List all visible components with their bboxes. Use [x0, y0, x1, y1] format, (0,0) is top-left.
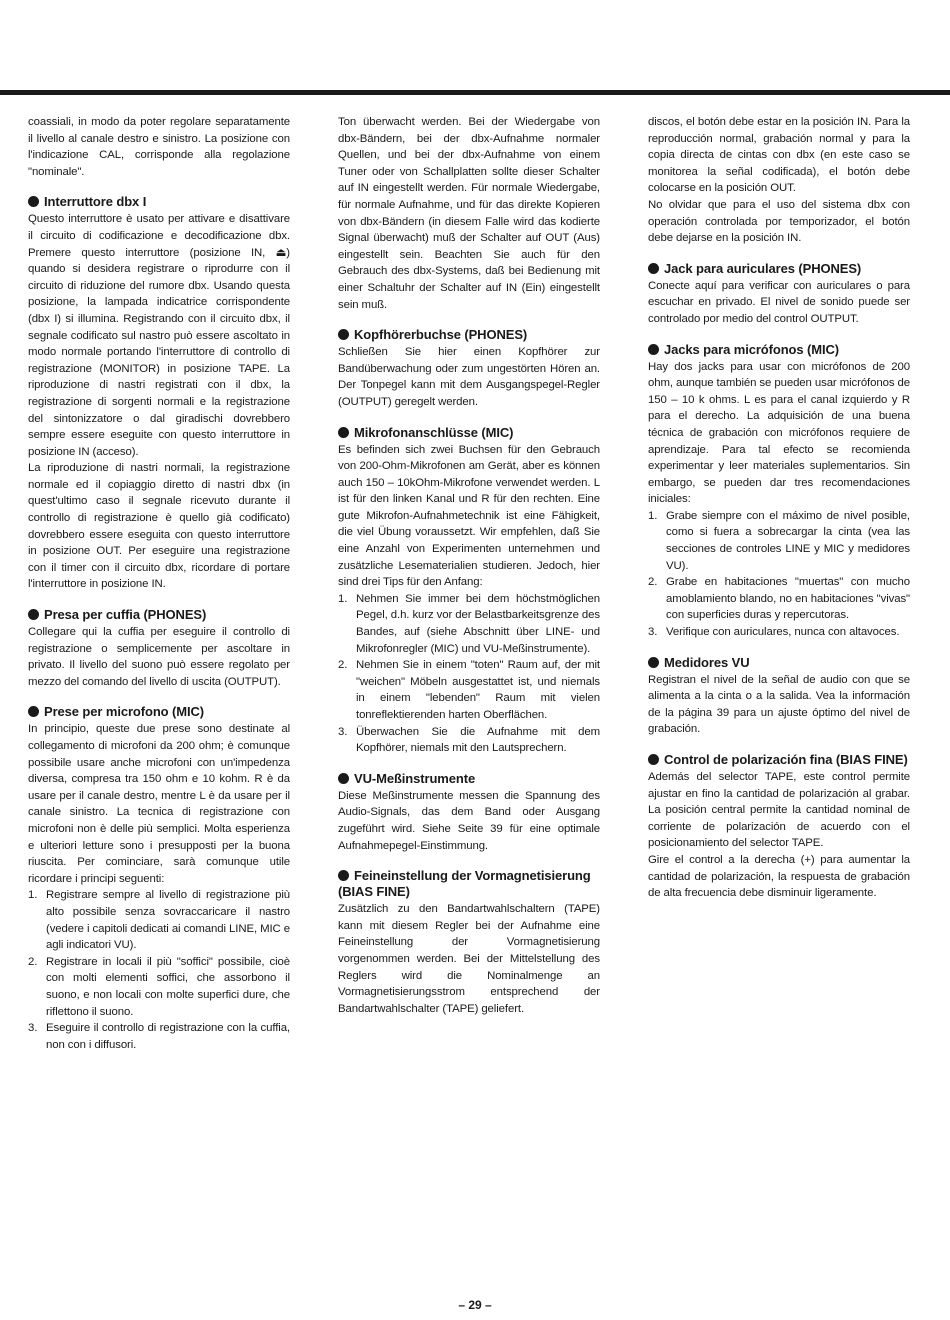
paragraph: Questo interruttore è usato per attivare e disattivare il circuito di codificazione e decodificazione dbx. Premere questo interruttore (posizione IN, ⏏) quando si desidera registrare o riprodurre con il circuito di riduzione del rumore dbx. Usando questa posizione, la lampada indicatrice corrispondente (dbx I) si illumina. Registrando con il circuito dbx, il segnale codificato sul nastro può essere ascoltato in modo normale portando l'interruttore di controllo di registrazione (MONITOR) in posizione TAPE. La riproduzione di nastri registrati con il dbx, la registrazione di sorgenti normali e la registrazione del sintonizzatore o dal giradischi dovrebbero sempre essere eseguite con questo interruttore in posizione IN (acceso).: [28, 213, 290, 458]
section-heading: [648, 261, 910, 277]
list-item-text: Nehmen Sie immer bei dem höchstmöglichen Pegel, d.h. kurz vor der Belastbarkeitsgrenze des Bandes, auf (siehe Abschnitt über LINE- und Mikrofonregler (MIC) und VU-Meßinstrumente).: [356, 592, 600, 655]
section-heading-text: Control de polarización fina (BIAS FINE): [664, 752, 908, 767]
section-heading-text: Presa per cuffia (PHONES): [44, 607, 207, 623]
list-item-text: Grabe en habitaciones "muertas" con mucho amoblamiento blando, no en habitaciones "vivas" con superficies duras y repercutoras.: [666, 576, 910, 622]
bullet-icon: [648, 263, 659, 274]
paragraph: Gire el control a la derecha (+) para aumentar la cantidad de polarización, la respuesta de grabación de alta frecuencia debe disminuir ligeramente.: [648, 853, 910, 900]
section: [28, 114, 290, 180]
section: [338, 327, 600, 410]
list-item: [648, 624, 910, 641]
column-german: [338, 114, 600, 1017]
list-item-number: 3.: [28, 1022, 38, 1035]
section-heading: [28, 607, 290, 623]
bullet-icon: [338, 329, 349, 340]
list-item-text: Eseguire il controllo di registrazione con la cuffia, non con i diffusori.: [46, 1022, 290, 1051]
section: [648, 655, 910, 738]
section-heading-text: Prese per microfono (MIC): [44, 704, 205, 720]
list-item-number: 2.: [28, 955, 38, 968]
paragraph: Schließen Sie hier einen Kopfhörer zur Bandüberwachung oder zum ungestörten Hören an. Der Tonpegel kann mit dem Ausgangspegel-Regler (OUTPUT) geregelt werden.: [338, 346, 600, 408]
section-heading: [648, 342, 910, 358]
list-item: [28, 1020, 290, 1053]
list-item-number: 1.: [338, 592, 348, 605]
bullet-icon: [338, 427, 349, 438]
section-heading: [338, 868, 600, 900]
section: [338, 425, 600, 757]
list-item-text: Registrare sempre al livello di registrazione più alto possibile senza sovraccaricare il nastro (vedere i capitoli dedicati ai comandi LINE, MIC e agli indicatori VU).: [46, 889, 290, 952]
bullet-icon: [648, 344, 659, 355]
section: [338, 868, 600, 1017]
section: [28, 194, 290, 593]
list-item: [338, 591, 600, 657]
section: [338, 114, 600, 313]
bullet-icon: [28, 609, 39, 620]
bullet-icon: [338, 870, 349, 881]
list-item: [338, 657, 600, 723]
bullet-icon: [28, 196, 39, 207]
section: [28, 607, 290, 690]
paragraph: Diese Meßinstrumente messen die Spannung des Audio-Signals, das dem Band oder Ausgang zugeführt wird. Siehe Seite 39 für eine optimale Aufnahmepegel-Einstimmung.: [338, 789, 600, 852]
section-heading-text: Medidores VU: [664, 654, 750, 670]
page-number: – 29 –: [458, 1298, 492, 1312]
paragraph: La riproduzione di nastri normali, la registrazione normale ed il copiaggio diretto di nastri dbx (in quest'ultimo caso il segnale ricevuto durante il controllo di registrazione è quello già codificato) dovrebbero essere eseguita con questo interruttore in posizione OUT. Per eseguire una registrazione con il timer con il circuito dbx, ricordare di portare l'interruttore in posizione IN.: [28, 462, 290, 591]
numbered-list: [28, 887, 290, 1053]
paragraph: Además del selector TAPE, este control permite ajustar en fino la cantidad de polarización al grabar. La posición central permite la cantidad nominal de corriente de polarización de acuerdo con el posicionamiento del selector TAPE.: [648, 771, 910, 850]
list-item: [648, 574, 910, 624]
list-item-number: 3.: [338, 725, 348, 738]
section-heading-text: Jack para auriculares (PHONES): [664, 260, 862, 276]
list-item-number: 1.: [648, 509, 658, 522]
paragraph: coassiali, in modo da poter regolare separatamente il livello al canale destro e sinistro. La posizione con l'indicazione CAL, corrisponde alla regolazione "nominale".: [28, 116, 290, 178]
section-heading-text: Kopfhörerbuchse (PHONES): [354, 327, 528, 343]
section: [28, 704, 290, 1053]
paragraph: Conecte aquí para verificar con auriculares o para escuchar en privado. El nivel de sonido puede ser controlado por medio del control OUTPUT.: [648, 279, 910, 325]
section: [648, 752, 910, 902]
list-item-text: Überwachen Sie die Aufnahme mit dem Kopfhörer, niemals mit den Lautsprechern.: [356, 725, 600, 755]
section-heading-text: Mikrofonanschlüsse (MIC): [354, 424, 514, 440]
paragraph: Ton überwacht werden. Bei der Wiedergabe von dbx-Bändern, bei der dbx-Aufnahme normaler Quellen, und bei der dbx-Aufnahme von einem Tuner oder von Schallplatten sollte dieser Schalter auf IN eingestellt werden. Für normale Wiedergabe, für normale Aufnahme, und für das direkte Kopieren von dbx-Bändern (in diesem Falle wird das kodierte Signal überwacht) muß der Schalter auf OUT (Aus) eingestellt sein. Beachten Sie auch für den Gebrauch des dbx-Systems, daß bei Bedienung mit einer Schaltuhr der Schalter auf IN (Ein) eingestellt sein muß.: [338, 116, 600, 311]
section-heading-text: Interruttore dbx I: [44, 194, 147, 210]
paragraph: No olvidar que para el uso del sistema dbx con operación controlada por temporizador, el botón debe dejarse en la posición IN.: [648, 198, 910, 245]
section-heading-text: Feineinstellung der Vormagnetisierung (BIAS FINE): [338, 868, 591, 900]
section-heading-text: VU-Meßinstrumente: [354, 770, 476, 786]
list-item: [28, 954, 290, 1020]
numbered-list: [648, 508, 910, 641]
list-item-number: 2.: [648, 576, 658, 589]
list-item-text: Verifique con auriculares, nunca con altavoces.: [666, 626, 900, 639]
section-heading: [648, 752, 910, 768]
numbered-list: [338, 591, 600, 757]
bullet-icon: [648, 657, 659, 668]
section-heading: [648, 655, 910, 671]
paragraph: Zusätzlich zu den Bandartwahlschaltern (TAPE) kann mit diesem Regler bei der Aufnahme eine Feineinstellung der Vormagnetisierung vorgenommen werden. Bei der Mittelstellung des Reglers wird die Nominalmenge an Vormagnetisierungsstrom entsprechend der Bandartwahlschalter (TAPE) geliefert.: [338, 903, 600, 1015]
paragraph: Registran el nivel de la señal de audio con que se alimenta a la cinta o a la salida. Vea la información de la página 39 para un ajuste óptimo del nivel de grabación.: [648, 673, 910, 736]
list-item: [648, 508, 910, 574]
column-spanish: [648, 114, 910, 902]
list-item-number: 1.: [28, 889, 38, 902]
paragraph: Hay dos jacks para usar con micrófonos de 200 ohm, aunque también se pueden usar micrófonos de 150 – 10 k ohms. L es para el canal izquierdo y R para el derecho. La adquisición de una buena técnica de grabación con micrófonos requiere de aprendizaje. Para tal efecto se recomienda experimentar y leer materiales suplementarios. Sin embargo, se pueden dar tres recomendaciones iniciales:: [648, 360, 910, 506]
section-heading: [338, 425, 600, 441]
top-rule: [0, 90, 950, 95]
section-heading: [28, 194, 290, 210]
section: [648, 114, 910, 247]
section: [648, 342, 910, 641]
list-item-text: Registrare in locali il più "soffici" possibile, cioè con molti elementi soffici, che assorbono il suono, e non locali con molte superfici dure, che riflettono il suono.: [46, 955, 290, 1018]
section-heading: [338, 771, 600, 787]
bullet-icon: [648, 754, 659, 765]
section-heading: [28, 704, 290, 720]
paragraph: Es befinden sich zwei Buchsen für den Gebrauch von 200-Ohm-Mikrofonen am Gerät, aber es können auch 150 – 10kOhm-Mikrofone verwendet werden. L ist für den linken Kanal und R für den rechten. Eine gute Mikrofon-Aufnahmetechnik ist eine Fähigkeit, die viel Übung voraussetzt. Wir empfehlen, daß Sie eine Anzahl von Experimenten unternehmen und zusätzliche Lesematerialien studieren. Jedoch, hier sind drei Tips für den Anfang:: [338, 443, 600, 589]
section: [648, 261, 910, 328]
section-heading: [338, 327, 600, 343]
list-item-text: Nehmen Sie in einem "toten" Raum auf, der mit "weichen" Möbeln ausgestattet ist, und niemals in einem "lebenden" Raum mit vielen tonreflektierenden harten Oberflächen.: [356, 659, 600, 721]
paragraph: In principio, queste due prese sono destinate al collegamento di microfoni da 200 ohm; è comunque possibile usare anche microfoni con un'impedenza diversa, compresa tra 150 ohm e 10 kohm. R è da usare per il canale destro, mentre L è da usare per il canale sinistro. La tecnica di registrazione con microfoni non è delle più semplici. Molta esperienza e ulteriori letture sono i presupposti per la buona riuscita. Per cominciare, sarà comunque utile ricordare i principi seguenti:: [28, 723, 290, 885]
list-item-text: Grabe siempre con el máximo de nivel posible, como si fuera a sobrecargar la cinta (vea las secciones de controles LINE y MIC y medidores VU).: [666, 509, 910, 572]
bullet-icon: [338, 773, 349, 784]
list-item: [28, 887, 290, 953]
column-italian: [28, 114, 290, 1053]
bullet-icon: [28, 706, 39, 717]
list-item-number: 2.: [338, 659, 348, 672]
list-item-number: 3.: [648, 626, 658, 639]
paragraph: Collegare qui la cuffia per eseguire il controllo di registrazione o semplicemente per ascoltare in privato. Il livello del suono può essere regolato per mezzo del comando del livello di uscita (OUTPUT).: [28, 626, 290, 688]
section: [338, 771, 600, 854]
list-item: [338, 724, 600, 757]
section-heading-text: Jacks para micrófonos (MIC): [664, 341, 840, 357]
paragraph: discos, el botón debe estar en la posición IN. Para la reproducción normal, grabación normal y para la copia directa de cintas con dbx (en este caso se monitorea la señal codificada), el botón debe colocarse en la posición OUT.: [648, 116, 910, 195]
